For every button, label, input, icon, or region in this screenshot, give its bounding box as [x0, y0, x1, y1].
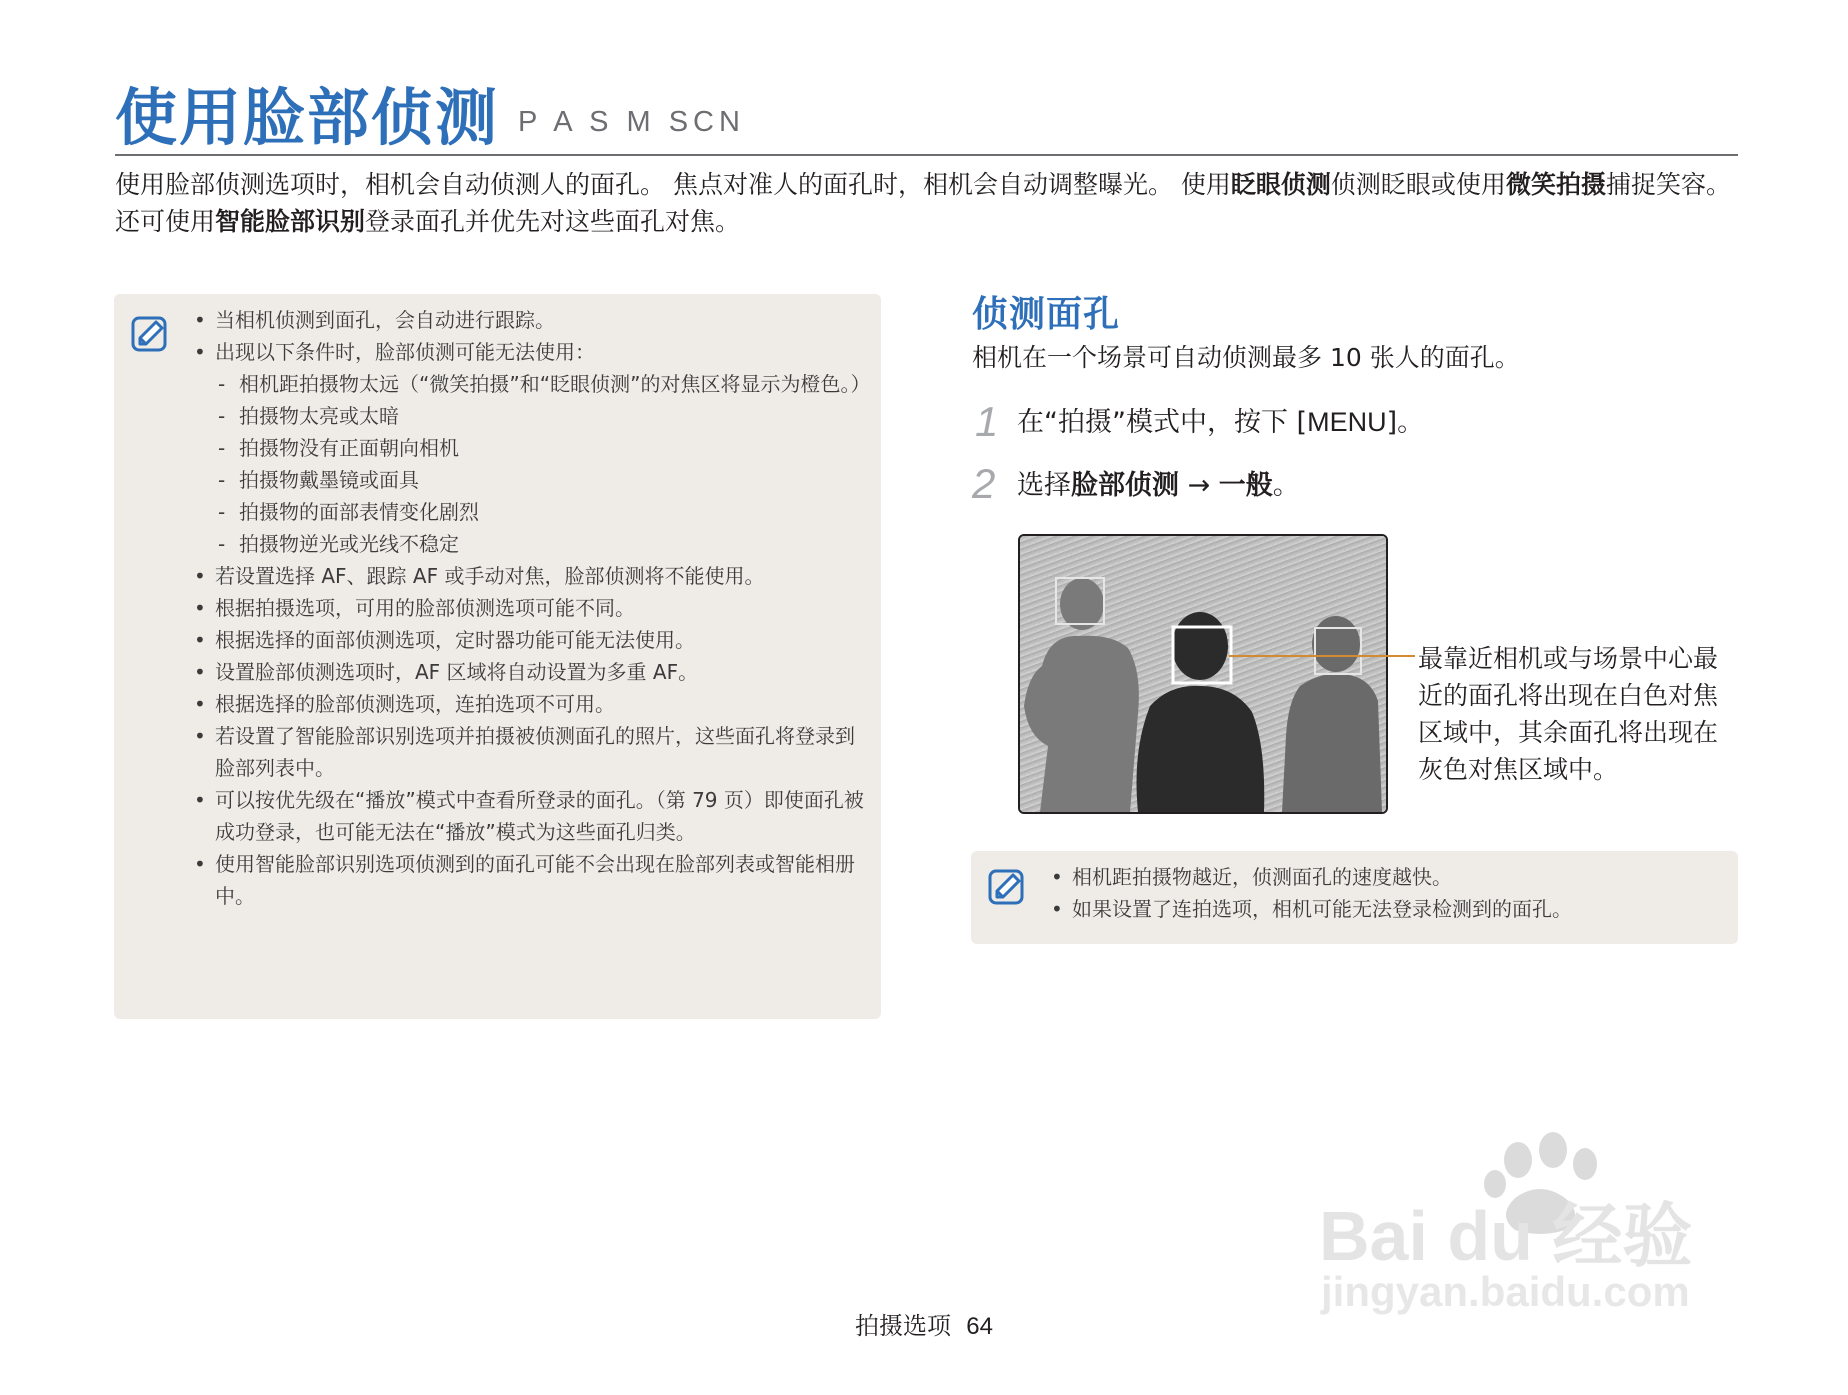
list-item: - 拍摄物太亮或太暗: [215, 400, 864, 432]
list-item: • 根据拍摄选项，可用的脸部侦测选项可能不同。: [194, 592, 864, 624]
list-item: • 根据选择的脸部侦测选项，连拍选项不可用。: [194, 688, 864, 720]
section-title: 侦测面孔: [972, 294, 1121, 335]
shooting-modes: P A S M SCN: [518, 106, 745, 138]
list-item: - 拍摄物逆光或光线不稳定: [215, 528, 864, 560]
list-item: • 当相机侦测到面孔，会自动进行跟踪。: [194, 304, 864, 336]
callout-line: [1229, 655, 1415, 657]
step-number: 1: [975, 398, 999, 445]
list-item: - 拍摄物戴墨镜或面具: [215, 464, 864, 496]
note-box-right: [971, 851, 1738, 944]
page-title: 使用脸部侦测: [115, 81, 500, 154]
list-item: • 设置脸部侦测选项时，AF 区域将自动设置为多重 AF。: [194, 656, 864, 688]
list-item: • 出现以下条件时，脸部侦测可能无法使用： - 相机距拍摄物太远（“微笑拍摄”和“眨眼侦测”的对焦区将显示为橙色。） - 拍摄物太亮或太暗 - 拍摄物没有正面朝向相机 - 拍摄物戴墨镜或面具 - 拍摄物的面部表情变化剧烈 - 拍摄物逆光或光线不稳定: [194, 336, 864, 560]
list-item: • 相机距拍摄物越近，侦测面孔的速度越快。: [1051, 861, 1721, 893]
title-divider: [115, 154, 1738, 156]
face-detection-illustration: [1018, 534, 1388, 814]
section-description: 相机在一个场景可自动侦测最多 10 张人的面孔。: [972, 343, 1520, 372]
intro-paragraph: 使用脸部侦测选项时，相机会自动侦测人的面孔。 焦点对准人的面孔时，相机会自动调整曝光。 使用眨眼侦测侦测眨眼或使用微笑拍摄捕捉笑容。 还可使用智能脸部识别登录面孔并优先对这些面孔对焦。: [115, 170, 1731, 236]
step-2-text: 选择脸部侦测 → 一般。: [1017, 470, 1300, 501]
scene-image: [1020, 536, 1386, 812]
step-number: 2: [972, 460, 996, 507]
footer-section: 拍摄选项: [855, 1312, 951, 1340]
watermark-url: jingyan.baidu.com: [1321, 1268, 1690, 1315]
baidu-watermark: [1315, 1120, 1745, 1320]
list-item: • 使用智能脸部识别选项侦测到的面孔可能不会出现在脸部列表或智能相册中。: [194, 848, 864, 912]
watermark-brand: Bai du 经验: [1319, 1197, 1693, 1275]
callout-text: 最靠近相机或与场景中心最近的面孔将出现在白色对焦区域中，其余面孔将出现在灰色对焦区域中。: [1418, 644, 1719, 784]
list-item: - 拍摄物没有正面朝向相机: [215, 432, 864, 464]
list-item: • 若设置了智能脸部识别选项并拍摄被侦测面孔的照片，这些面孔将登录到脸部列表中。: [194, 720, 864, 784]
page-footer: [855, 1306, 993, 1341]
note-box-left: [114, 294, 881, 1019]
blink-detection-term: 眨眼侦测: [1230, 170, 1331, 199]
list-item: • 如果设置了连拍选项，相机可能无法登录检测到的面孔。: [1051, 893, 1721, 925]
note-list-left: [194, 304, 871, 912]
condition-list: [215, 368, 871, 560]
list-item: • 可以按优先级在“播放”模式中查看所登录的面孔。（第 79 页）即使面孔被成功登录，也可能无法在“播放”模式为这些面孔归类。: [194, 784, 864, 848]
step-1-text: 在“拍摄”模式中，按下 [MENU]。: [1017, 407, 1425, 438]
note-icon: [987, 867, 1027, 907]
smile-shot-term: 微笑拍摄: [1505, 170, 1606, 199]
list-item: - 相机距拍摄物太远（“微笑拍摄”和“眨眼侦测”的对焦区将显示为橙色。）: [215, 368, 864, 400]
note-list-right: [1051, 861, 1721, 925]
page-number: 64: [966, 1313, 993, 1340]
list-item: • 根据选择的面部侦测选项，定时器功能可能无法使用。: [194, 624, 864, 656]
list-item: - 拍摄物的面部表情变化剧烈: [215, 496, 864, 528]
list-item: • 若设置选择 AF、跟踪 AF 或手动对焦，脸部侦测将不能使用。: [194, 560, 864, 592]
menu-key: MENU: [1307, 407, 1387, 437]
note-icon: [130, 314, 170, 354]
smart-face-term: 智能脸部识别: [215, 207, 366, 236]
